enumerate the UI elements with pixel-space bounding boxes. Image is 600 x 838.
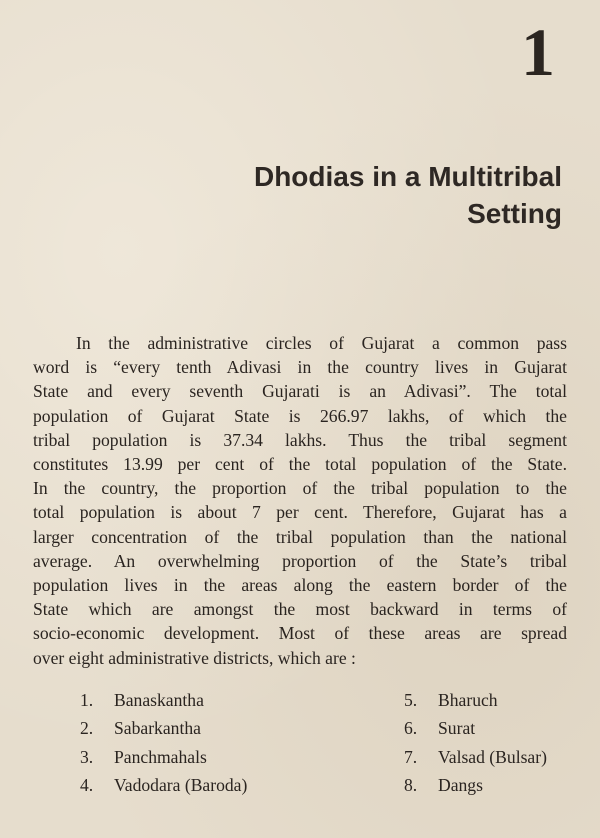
district-number: 1. bbox=[80, 690, 94, 710]
paragraph-line: population of Gujarat State is 266.97 lakhs, of which the bbox=[33, 405, 567, 426]
district-item bbox=[80, 714, 247, 742]
district-item bbox=[404, 714, 547, 742]
district-name: Dangs bbox=[438, 774, 483, 795]
chapter-title bbox=[254, 158, 562, 232]
paragraph-line: In the country, the proportion of the tribal population to the bbox=[33, 478, 567, 499]
district-number: 3. bbox=[80, 746, 94, 767]
paragraph-line: larger concentration of the tribal population than the national bbox=[33, 526, 567, 547]
district-item bbox=[404, 743, 547, 771]
district-name: Bharuch bbox=[438, 690, 498, 710]
paragraph-line: In the administrative circles of Gujarat a common pass bbox=[76, 333, 567, 353]
district-item bbox=[80, 686, 247, 714]
paragraph-line: tribal population is 37.34 lakhs. Thus the tribal segment bbox=[33, 429, 567, 450]
district-item bbox=[80, 771, 247, 799]
district-number: 2. bbox=[80, 718, 94, 739]
paragraph-line: word is “every tenth Adivasi in the country lives in Gujarat bbox=[33, 357, 567, 378]
district-name: Banaskantha bbox=[114, 690, 204, 710]
district-name: Sabarkantha bbox=[114, 718, 201, 739]
district-column-right bbox=[404, 686, 547, 799]
body-paragraph bbox=[33, 331, 567, 670]
paragraph-line: constitutes 13.99 per cent of the total population of the State. bbox=[33, 454, 567, 475]
district-item bbox=[404, 771, 547, 799]
paragraph-line: State and every seventh Gujarati is an Adivasi”. The total bbox=[33, 381, 567, 402]
district-number: 4. bbox=[80, 774, 94, 795]
district-name: Surat bbox=[438, 718, 476, 739]
district-number: 5. bbox=[404, 690, 418, 710]
district-number: 6. bbox=[404, 718, 418, 739]
district-item bbox=[80, 743, 247, 771]
district-item bbox=[404, 686, 547, 714]
paragraph-line: population lives in the areas along the eastern border of the bbox=[33, 575, 567, 596]
paragraph-line: State which are amongst the most backward in terms of bbox=[33, 599, 567, 620]
chapter-title-line-1: Dhodias in a Multitribal bbox=[253, 161, 562, 192]
paragraph-line: total population is about 7 per cent. Therefore, Gujarat has a bbox=[33, 502, 567, 523]
district-number: 8. bbox=[404, 774, 418, 795]
district-column-left bbox=[80, 686, 247, 799]
district-number: 7. bbox=[404, 746, 418, 767]
chapter-title-line-2: Setting bbox=[467, 198, 562, 229]
paragraph-line: over eight administrative districts, which are : bbox=[33, 647, 356, 668]
chapter-number: 1 bbox=[521, 14, 555, 90]
paragraph-line: average. An overwhelming proportion of the State’s tribal bbox=[33, 550, 567, 571]
paragraph-line: socio-economic development. Most of these areas are spread bbox=[33, 623, 567, 644]
district-name: Vadodara (Baroda) bbox=[114, 774, 248, 795]
district-name: Panchmahals bbox=[114, 746, 207, 767]
district-name: Valsad (Bulsar) bbox=[438, 746, 547, 767]
